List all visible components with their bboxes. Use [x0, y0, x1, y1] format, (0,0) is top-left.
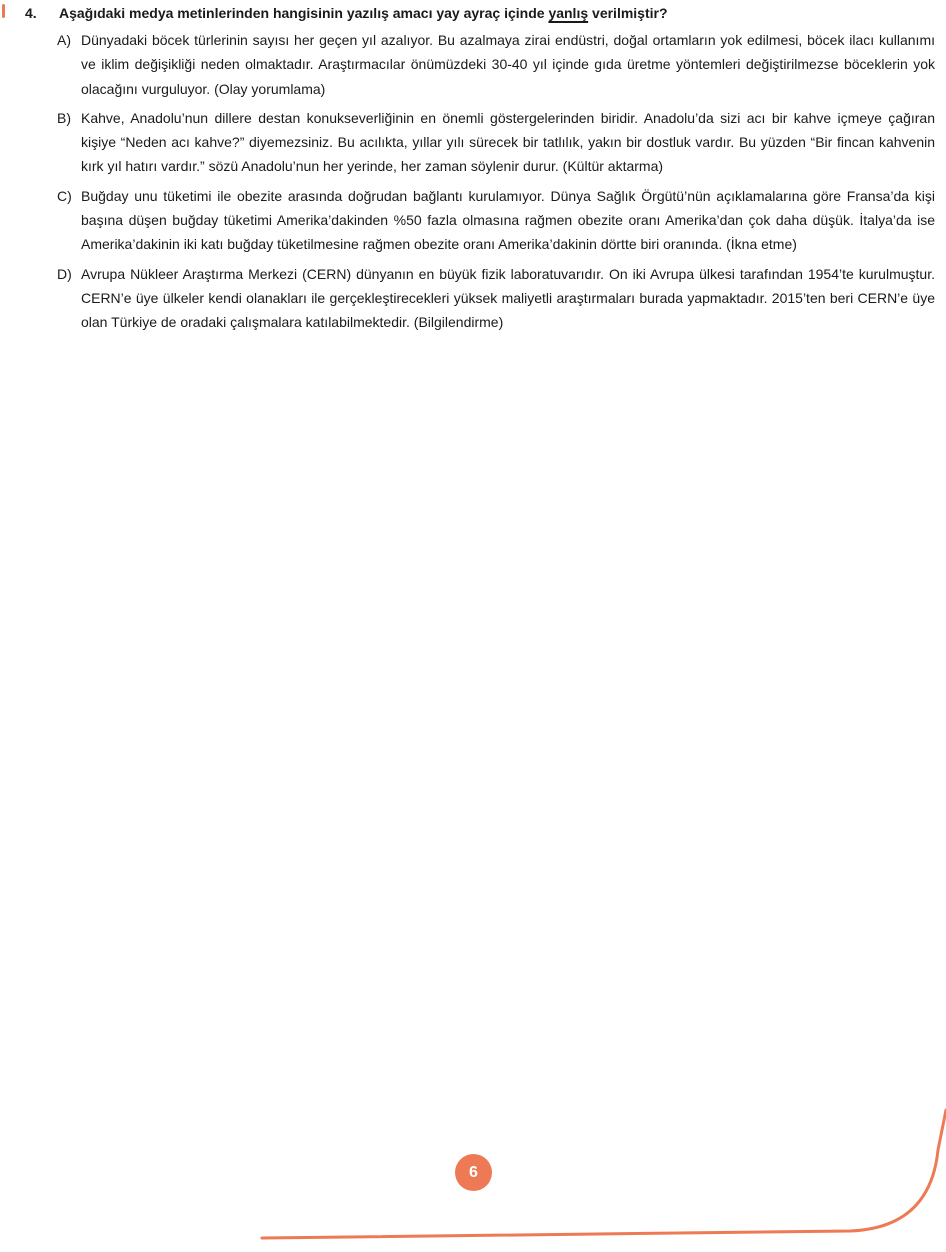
question-stem [59, 4, 668, 23]
question-header [25, 4, 935, 23]
option-letter: C) [57, 187, 72, 204]
option-c[interactable] [57, 184, 935, 257]
question-number: 4. [25, 5, 37, 21]
question-4 [25, 4, 935, 340]
margin-accent-mark [2, 4, 5, 18]
option-text: Kahve, Anadolu’nun dillere destan konukseverliğinin en önemli göstergelerinden biridir. Anadolu’da sizi acı bir kahve içmeye çağıran kişiye “Neden acı kahve?” diyemezsiniz. Bu acılıkta, yıllar yılı sürecek bir tatlılık, yakın bir dostluk vardır. Bu yüzden “Bir fincan kahvenin kırk yıl hatırı vardır.” sözü Anadolu’nun her yerinde, her zaman söylenir durur. (Kültür aktarma) [81, 109, 935, 175]
option-b[interactable] [57, 106, 935, 179]
answer-options [25, 28, 935, 335]
page-border-curve-line [262, 1110, 946, 1238]
option-d[interactable] [57, 262, 935, 335]
option-letter: B) [57, 109, 71, 126]
option-letter: A) [57, 32, 71, 48]
page-number-badge: 6 [455, 1154, 492, 1191]
option-a[interactable] [57, 28, 935, 101]
question-stem-end: verilmiştir? [588, 5, 668, 21]
option-letter: D) [57, 265, 72, 282]
question-stem-start: Aşağıdaki medya metinlerinden hangisinin yazılış amacı yay ayraç içinde [59, 5, 549, 21]
option-text: Dünyadaki böcek türlerinin sayısı her geçen yıl azalıyor. Bu azalmaya zirai endüstri, doğal ortamların yok edilmesi, böcek ilacı kullanımı ve iklim değişikliği neden olmaktadır. Araştırmacılar önümüzdeki 30-40 yıl içinde gıda üretme yöntemleri değiştirilmezse böceklerin yok olacağını vurguluyor. (Olay yorumlama) [81, 32, 935, 97]
question-stem-underlined: yanlış [548, 5, 589, 21]
option-text: Buğday unu tüketimi ile obezite arasında doğrudan bağlantı kurulamıyor. Dünya Sağlık Örgütü’nün açıklamalarına göre Fransa’da kişi başına düşen buğday tüketimi Amerika’dakinden %50 fazla olmasına rağmen obezite oranı Amerika’dan çok daha düşük. İtalya’da ise Amerika’dakinin iki katı buğday tüketilmesine rağmen obezite oranı Amerika’dakinin dörtte biri oranında. (İkna etme) [81, 187, 935, 253]
option-text: Avrupa Nükleer Araştırma Merkezi (CERN) dünyanın en büyük fizik laboratuvarıdır. On iki Avrupa ülkesi tarafından 1954’te kurulmuştur. CERN’e üye ülkeler kendi olanakları ile gerçekleştirecekleri yüksek maliyetli araştırmaları burada yapmaktadır. 2015’ten beri CERN’e üye olan Türkiye de oradaki çalışmalara katılabilmektedir. (Bilgilendirme) [81, 265, 935, 331]
